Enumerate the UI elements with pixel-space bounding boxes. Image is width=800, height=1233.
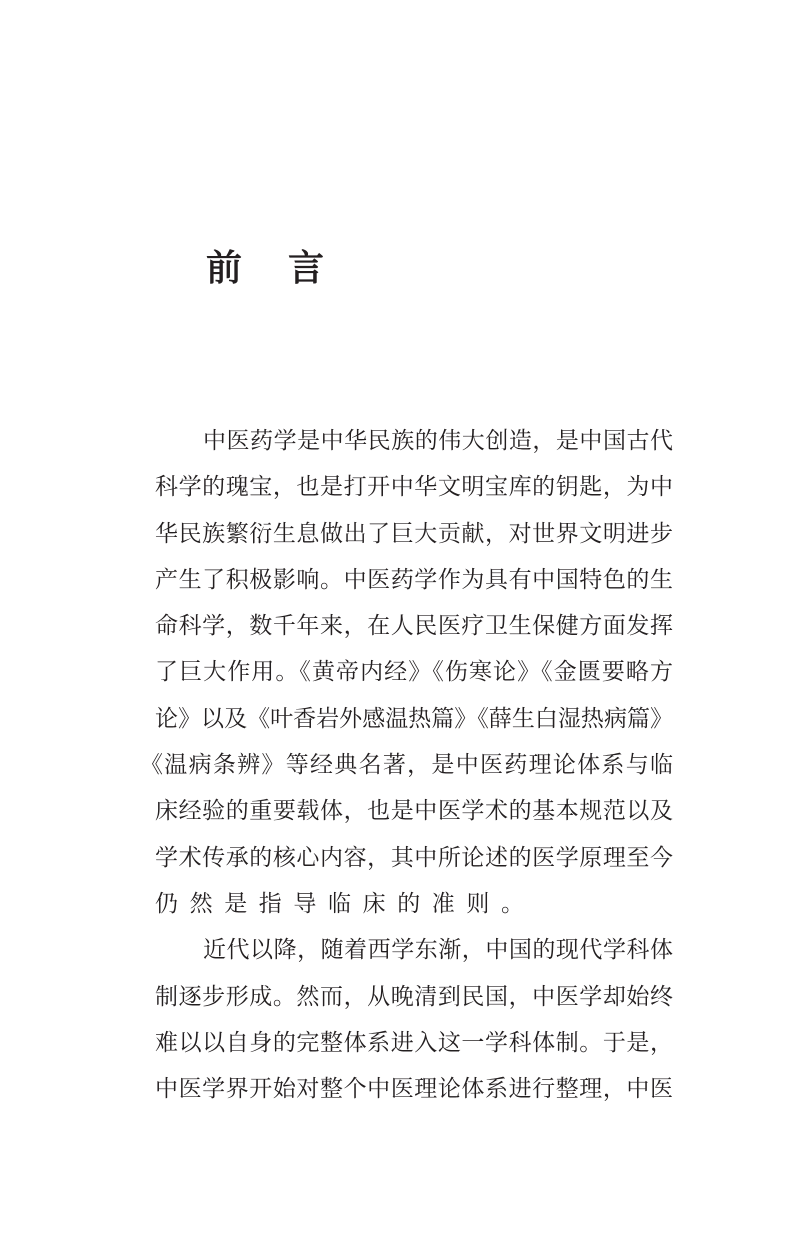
text-line: 华民族繁衍生息做出了巨大贡献，对世界文明进步 <box>155 520 673 547</box>
paragraph-1 <box>140 424 673 933</box>
text-line: 了巨大作用。《黄帝内经》《伤寒论》《金匮要略方 <box>155 659 673 686</box>
preface-body <box>140 424 673 1118</box>
text-line: 命科学，数千年来，在人民医疗卫生保健方面发挥 <box>155 613 673 640</box>
text-line: 科学的瑰宝，也是打开中华文明宝库的钥匙，为中 <box>155 474 673 501</box>
title-char-1: 前 <box>206 247 243 289</box>
text-line: 学术传承的核心内容，其中所论述的医学原理至今 <box>155 844 673 871</box>
title-char-2: 言 <box>288 247 325 289</box>
paragraph-2 <box>155 933 673 1118</box>
text-line: 中医药学是中华民族的伟大创造，是中国古代 <box>203 428 673 454</box>
text-line: 难以以自身的完整体系进入这一学科体制。于是， <box>155 1029 673 1056</box>
text-line: 中医学界开始对整个中医理论体系进行整理，中医 <box>155 1076 673 1103</box>
text-line: 近代以降，随着西学东渐，中国的现代学科体 <box>203 937 673 964</box>
text-line: 论》以及《叶香岩外感温热篇》《薛生白湿热病篇》 <box>155 705 673 732</box>
text-line: 产生了积极影响。中医药学作为具有中国特色的生 <box>155 566 673 593</box>
text-line: 制逐步形成。然而，从晚清到民国，中医学却始终 <box>155 983 673 1010</box>
text-line: 仍然是指导临床的准则。 <box>155 890 536 917</box>
text-line: 床经验的重要载体，也是中医学术的基本规范以及 <box>155 798 673 825</box>
text-line: 《温病条辨》等经典名著，是中医药理论体系与临 <box>140 752 673 779</box>
